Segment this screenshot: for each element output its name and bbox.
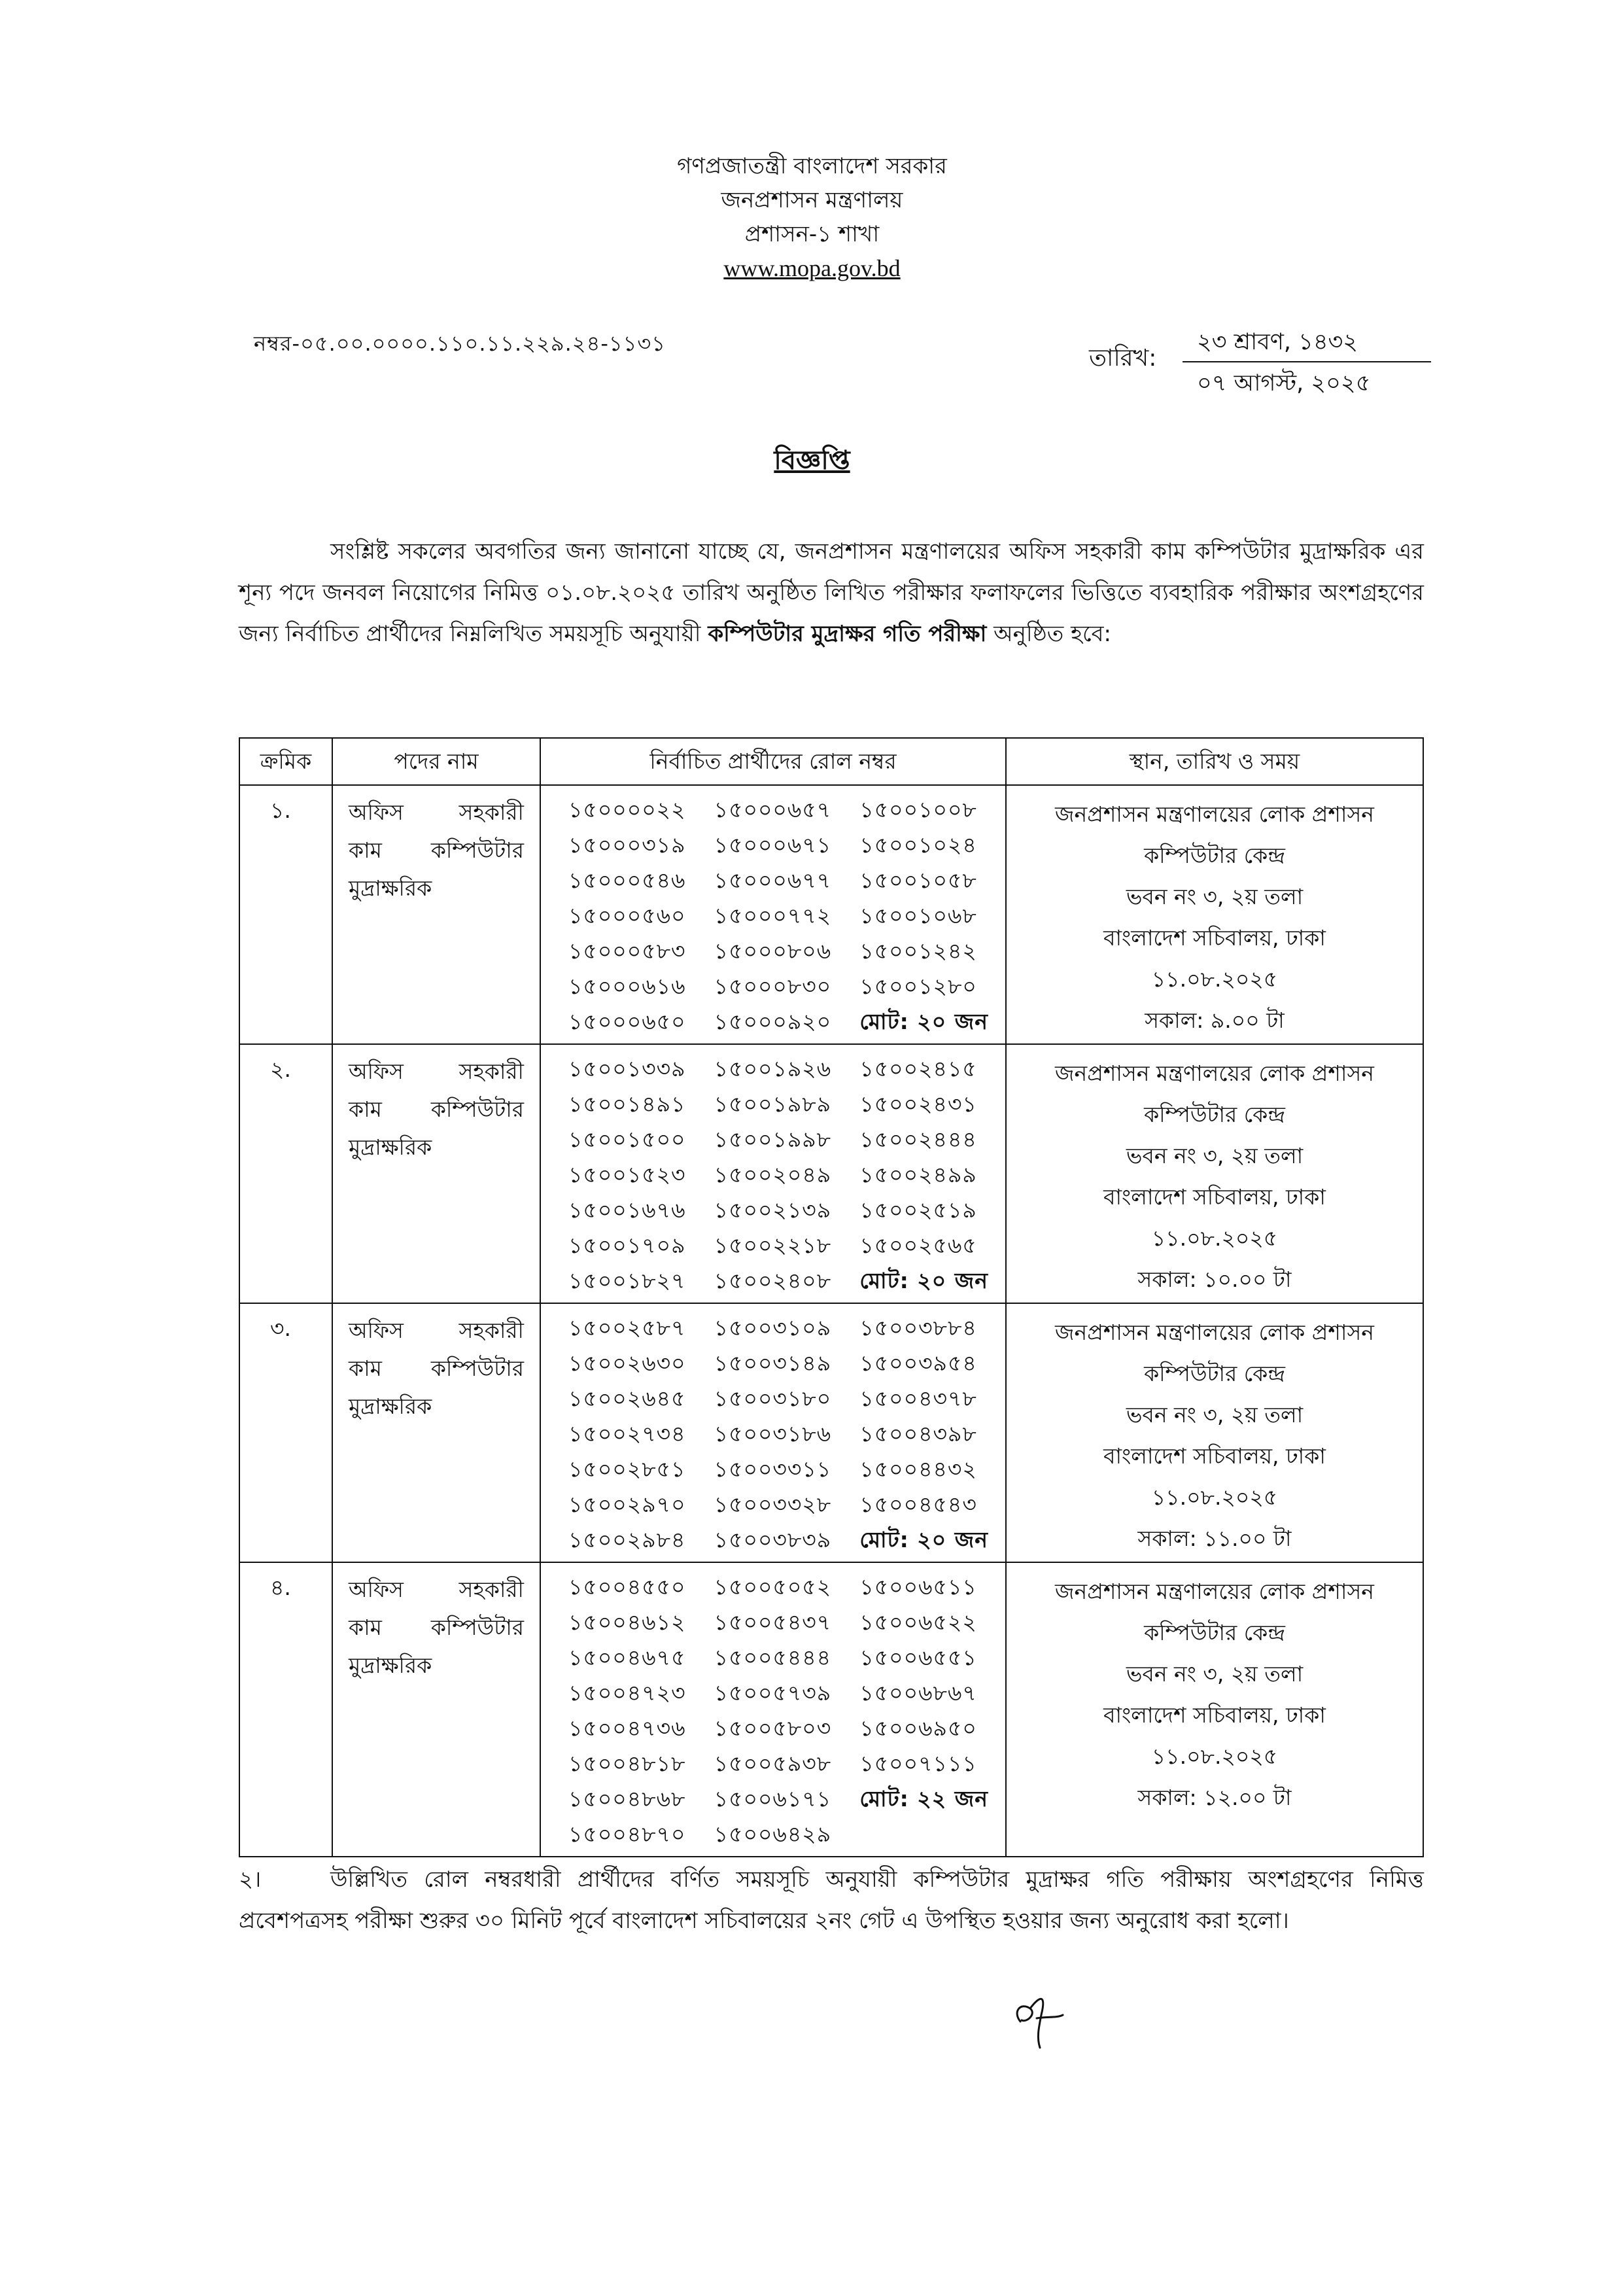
row-roll-numbers [540,1303,1006,1562]
roll-number: ১৫০০৫৪৩৭ [714,1609,832,1635]
row-post-name [332,1303,540,1562]
roll-line [568,934,1005,969]
venue-line: জনপ্রশাসন মন্ত্রণালয়ের লোক প্রশাসন [1055,1320,1374,1345]
roll-number: ১৫০০৪৫৪৩ [859,1492,977,1517]
roll-number: ১৫০০১৪৯১ [568,1091,686,1117]
roll-line [568,1605,1005,1640]
roll-number: ১৫০০১০২৪ [859,832,977,858]
letterhead [0,149,1624,285]
roll-number: ১৫০০২৪০৮ [714,1268,832,1293]
row-post-name [332,1044,540,1303]
roll-number: ১৫০০৩৮৮৪ [859,1315,977,1340]
roll-line [568,1087,1005,1122]
roll-number: ১৫০০২৫১৯ [859,1197,977,1223]
roll-number: ১৫০০২৮৫১ [568,1456,686,1482]
venue-line: ১১.০৮.২০২৫ [1151,1484,1278,1510]
post-name-line: কাম কম্পিউটার [349,1096,524,1122]
roll-line [568,1569,1005,1605]
roll-number: ১৫০০২২১৮ [714,1233,832,1258]
header-rolls: নির্বাচিত প্রার্থীদের রোল নম্বর [540,738,1006,785]
intro-paragraph [239,531,1424,655]
roll-total: মোট: ২০ জন [859,1268,988,1293]
roll-number: ১৫০০১৯৯৮ [714,1127,832,1152]
roll-number [859,1817,1005,1852]
roll-number: ১৫০০৪৭২৩ [568,1680,686,1706]
roll-line [568,1675,1005,1711]
roll-number: ১৫০০৬৫১১ [859,1574,977,1600]
roll-number: ১৫০০২১৩৯ [714,1197,832,1223]
venue-line: ১১.০৮.২০২৫ [1151,1225,1278,1251]
roll-total: মোট: ২০ জন [859,1527,988,1552]
roll-line [568,1487,1005,1522]
venue-line: বাংলাদেশ সচিবালয়, ঢাকা [1103,925,1326,951]
venue-line: বাংলাদেশ সচিবালয়, ঢাকা [1103,1443,1326,1469]
roll-number: ১৫০০১৬৭৬ [568,1197,686,1223]
row-serial: ৩. [239,1303,332,1562]
roll-number: ১৫০০৩৩২৮ [714,1492,832,1517]
date-gregorian: ০৭ আগস্ট, ২০২৫ [1197,370,1371,396]
roll-line [568,1781,1005,1817]
table-row [239,1044,1423,1303]
roll-number: ১৫০০২৯৮৪ [568,1527,686,1552]
intro-bold: কম্পিউটার মুদ্রাক্ষর গতি পরীক্ষা [708,621,987,647]
header-venue: স্থান, তারিখ ও সময় [1006,738,1423,785]
roll-line [568,1122,1005,1157]
roll-number: ১৫০০০৫৮৩ [568,938,686,964]
ministry-name: জনপ্রশাসন মন্ত্রণালয় [721,187,903,213]
schedule-table [239,737,1424,1857]
roll-line [568,863,1005,898]
roll-number: ১৫০০৫৭৩৯ [714,1680,832,1706]
date-label: তারিখ: [1089,345,1157,372]
roll-number: ১৫০০৩৯৫৪ [859,1350,977,1376]
roll-number: ১৫০০৪৫৫০ [568,1574,686,1600]
header-serial: ক্রমিক [239,738,332,785]
roll-line [568,1346,1005,1381]
roll-line [568,1522,1005,1558]
roll-number: ১৫০০২৪৯৯ [859,1162,977,1187]
instruction-text: উল্লিখিত রোল নম্বরধারী প্রার্থীদের বর্ণিত সময়সূচি অনুযায়ী কম্পিউটার মুদ্রাক্ষর গতি পরীক্ষায় অংশগ্রহণের নিমিত্ত প্রবেশপত্রসহ পরীক্ষা শুরুর ৩০ মিনিট পূর্বে বাংলাদেশ সচিবালয়ের ২নং গেট এ উপস্থিত হওয়ার জন্য অনুরোধ করা হলো। [239,1866,1424,1934]
post-name-line: মুদ্রাক্ষরিক [349,875,432,901]
govt-name: গণপ্রজাতন্ত্রী বাংলাদেশ সরকার [677,153,947,179]
roll-number: ১৫০০০৮০৬ [714,938,832,964]
roll-number: ১৫০০২৯৭০ [568,1492,686,1517]
venue-line: সকাল: ৯.০০ টা [1145,1007,1285,1033]
roll-line [568,792,1005,828]
roll-number: ১৫০০৩১৪৯ [714,1350,832,1376]
venue-line: জনপ্রশাসন মন্ত্রণালয়ের লোক প্রশাসন [1055,1060,1374,1086]
post-name-line: মুদ্রাক্ষরিক [349,1653,432,1678]
roll-number: ১৫০০০৭৭২ [714,903,832,928]
table-row [239,1562,1423,1857]
venue-line: ১১.০৮.২০২৫ [1151,1743,1278,1769]
row-roll-numbers [540,1562,1006,1857]
roll-number: ১৫০০৫৮০৩ [714,1715,832,1741]
post-name-line: অফিস সহকারী [349,799,524,825]
roll-number: ১৫০০২৪১৫ [859,1056,977,1081]
roll-number: ১৫০০৪৪৩২ [859,1456,977,1482]
row-post-name [332,785,540,1044]
paragraph-number: ২। [239,1866,262,1893]
branch-name: প্রশাসন-১ শাখা [744,221,880,247]
roll-line [568,1004,1005,1040]
roll-line [568,1711,1005,1746]
header-post: পদের নাম [332,738,540,785]
venue-line: ভবন নং ৩, ২য় তলা [1126,1402,1304,1428]
date-bangla: ২৩ শ্রাবণ, ১৪৩২ [1183,323,1431,362]
venue-line: বাংলাদেশ সচিবালয়, ঢাকা [1103,1184,1326,1210]
signature-mark [1001,1982,1073,2054]
roll-number: ১৫০০০৬৭১ [714,832,832,858]
post-name-line: কাম কম্পিউটার [349,837,524,863]
roll-number: ১৫০০২৬৩০ [568,1350,686,1376]
table-row [239,1303,1423,1562]
row-venue [1006,1562,1423,1857]
row-serial: ২. [239,1044,332,1303]
venue-line: ১১.০৮.২০২৫ [1151,966,1278,992]
roll-number: ১৫০০১৯২৬ [714,1056,832,1081]
roll-line [568,969,1005,1004]
post-name-line: মুদ্রাক্ষরিক [349,1393,432,1419]
roll-number: ১৫০০৪৮১৮ [568,1751,686,1776]
roll-number: ১৫০০৩১০৯ [714,1315,832,1340]
venue-line: কম্পিউটার কেন্দ্র [1144,1620,1285,1645]
row-serial: ১. [239,785,332,1044]
roll-number: ১৫০০৭১১১ [859,1751,977,1776]
date-block [1183,323,1431,400]
roll-number: ১৫০০৪৮৬৮ [568,1786,686,1812]
row-venue [1006,1303,1423,1562]
venue-line: সকাল: ১০.০০ টা [1137,1267,1292,1292]
venue-line: ভবন নং ৩, ২য় তলা [1126,1661,1304,1687]
roll-number: ১৫০০১৭০৯ [568,1233,686,1258]
post-name-line: অফিস সহকারী [349,1577,524,1602]
roll-number: ১৫০০১৫০০ [568,1127,686,1152]
roll-number: ১৫০০৬৪২৯ [714,1821,832,1847]
intro-text: সংশ্লিষ্ট সকলের অবগতির জন্য জানানো যাচ্ছে যে, জনপ্রশাসন মন্ত্রণালয়ের অফিস সহকারী কাম কম্পিউটার মুদ্রাক্ষরিক এর শূন্য পদে জনবল নিয়োগের নিমিত্ত ০১.০৮.২০২৫ তারিখ অনুষ্ঠিত লিখিত পরীক্ষার ফলাফলের ভিত্তিতে ব্যবহারিক পরীক্ষার অংশগ্রহণের জন্য নির্বাচিত প্রার্থীদের নিম্নলিখিত সময়সূচি অনুযায়ী [239,538,1424,647]
roll-number: ১৫০০৬১৭১ [714,1786,832,1812]
roll-number: ১৫০০১৫২৩ [568,1162,686,1187]
row-post-name [332,1562,540,1857]
notice-title: বিজ্ঞপ্তি [774,446,850,476]
roll-number: ১৫০০০৬৭৭ [714,867,832,893]
roll-number: ১৫০০১৯৮৯ [714,1091,832,1117]
roll-number: ১৫০০০৬৫৭ [714,797,832,822]
roll-number: ১৫০০০৫৬০ [568,903,686,928]
venue-line: কম্পিউটার কেন্দ্র [1144,1361,1285,1386]
roll-line [568,1416,1005,1452]
roll-number: ১৫০০১০০৮ [859,797,977,822]
roll-line [568,1817,1005,1852]
roll-number: ১৫০০১২৪২ [859,938,977,964]
memo-number: নম্বর-০৫.০০.০০০০.১১০.১১.২২৯.২৪-১১৩১ [254,331,666,356]
post-name-line: কাম কম্পিউটার [349,1356,524,1381]
roll-line [568,1381,1005,1416]
roll-number: ১৫০০২০৪৯ [714,1162,832,1187]
roll-total: মোট: ২২ জন [859,1786,988,1812]
roll-number: ১৫০০১০৬৮ [859,903,977,928]
post-name-line: মুদ্রাক্ষরিক [349,1134,432,1160]
website-link[interactable]: www.mopa.gov.bd [723,255,901,281]
roll-number: ১৫০০০০২২ [568,797,686,822]
roll-line [568,1746,1005,1781]
roll-number: ১৫০০৪৬১২ [568,1609,686,1635]
roll-number: ১৫০০৫৯৩৮ [714,1751,832,1776]
roll-number: ১৫০০২৫৮৭ [568,1315,686,1340]
roll-number: ১৫০০৩৩১১ [714,1456,832,1482]
venue-line: ভবন নং ৩, ২য় তলা [1126,884,1304,909]
roll-total: মোট: ২০ জন [859,1009,988,1034]
row-roll-numbers [540,785,1006,1044]
roll-number: ১৫০০২৪৩১ [859,1091,977,1117]
roll-line [568,1193,1005,1228]
roll-number: ১৫০০৪৩৭৮ [859,1386,977,1411]
venue-line: জনপ্রশাসন মন্ত্রণালয়ের লোক প্রশাসন [1055,801,1374,827]
roll-number: ১৫০০২৪৪৪ [859,1127,977,1152]
roll-number: ১৫০০২৬৪৫ [568,1386,686,1411]
instruction-paragraph [239,1859,1424,1942]
post-name-line: অফিস সহকারী [349,1059,524,1084]
roll-number: ১৫০০৩৮৩৯ [714,1527,832,1552]
roll-number: ১৫০০৪৩৯৮ [859,1421,977,1446]
venue-line: কম্পিউটার কেন্দ্র [1144,843,1285,868]
roll-number: ১৫০০০৬৫০ [568,1009,686,1034]
roll-line [568,1157,1005,1193]
roll-number: ১৫০০২৫৬৫ [859,1233,977,1258]
row-venue [1006,1044,1423,1303]
venue-line: ভবন নং ৩, ২য় তলা [1126,1143,1304,1168]
roll-number: ১৫০০৫০৫২ [714,1574,832,1600]
venue-line: জনপ্রশাসন মন্ত্রণালয়ের লোক প্রশাসন [1055,1579,1374,1604]
roll-number: ১৫০০০৯২০ [714,1009,832,1034]
roll-number: ১৫০০০৬১৬ [568,973,686,999]
roll-number: ১৫০০৬৮৬৭ [859,1680,977,1706]
roll-number: ১৫০০৫৪৪৪ [714,1645,832,1670]
roll-number: ১৫০০৬৫৫১ [859,1645,977,1670]
intro-tail: অনুষ্ঠিত হবে: [993,621,1111,647]
roll-number: ১৫০০৪৮৭০ [568,1821,686,1847]
roll-number: ১৫০০০৩১৯ [568,832,686,858]
venue-line: বাংলাদেশ সচিবালয়, ঢাকা [1103,1702,1326,1728]
post-name-line: কাম কম্পিউটার [349,1615,524,1640]
row-venue [1006,785,1423,1044]
roll-line [568,1310,1005,1346]
roll-number: ১৫০০০৮৩০ [714,973,832,999]
roll-line [568,828,1005,863]
roll-number: ১৫০০৩১৮৬ [714,1421,832,1446]
roll-line [568,1263,1005,1299]
roll-number: ১৫০০১৮২৭ [568,1268,686,1293]
row-roll-numbers [540,1044,1006,1303]
roll-number: ১৫০০১০৫৮ [859,867,977,893]
roll-number: ১৫০০৪৭৩৬ [568,1715,686,1741]
roll-line [568,1228,1005,1263]
roll-number: ১৫০০৬৯৫০ [859,1715,977,1741]
roll-number: ১৫০০৪৬৭৫ [568,1645,686,1670]
venue-line: সকাল: ১১.০০ টা [1137,1526,1292,1551]
post-name-line: অফিস সহকারী [349,1318,524,1343]
table-header-row [239,738,1423,785]
roll-number: ১৫০০১২৮০ [859,973,977,999]
roll-line [568,898,1005,934]
roll-number: ১৫০০২৭৩৪ [568,1421,686,1446]
table-row [239,785,1423,1044]
roll-number: ১৫০০১৩৩৯ [568,1056,686,1081]
roll-line [568,1640,1005,1675]
row-serial: ৪. [239,1562,332,1857]
venue-line: সকাল: ১২.০০ টা [1137,1785,1292,1810]
roll-number: ১৫০০৬৫২২ [859,1609,977,1635]
roll-line [568,1051,1005,1087]
roll-number: ১৫০০৩১৮০ [714,1386,832,1411]
roll-number: ১৫০০০৫৪৬ [568,867,686,893]
roll-line [568,1452,1005,1487]
venue-line: কম্পিউটার কেন্দ্র [1144,1102,1285,1127]
